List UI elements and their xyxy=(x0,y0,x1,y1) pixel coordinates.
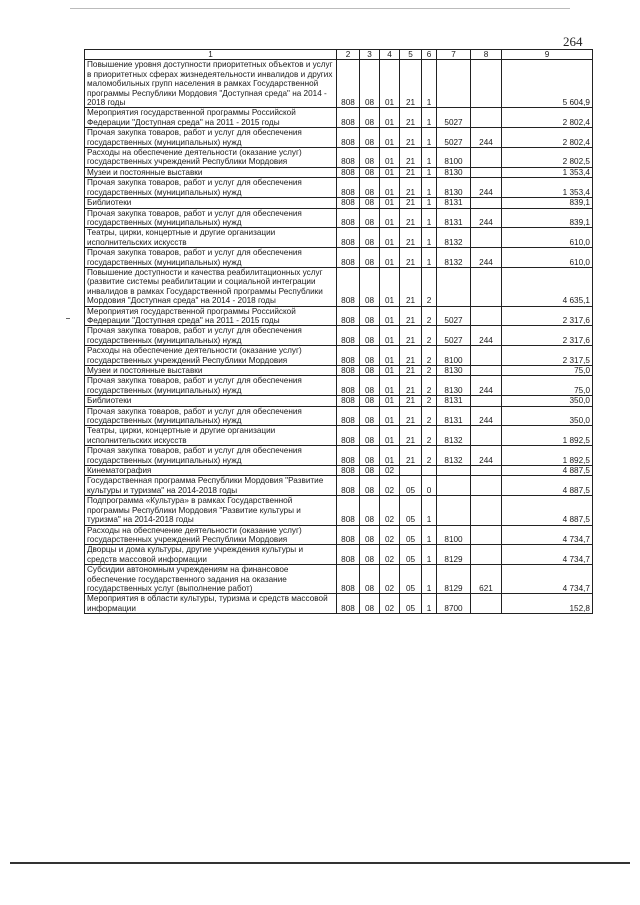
cell-program: 21 xyxy=(400,267,422,306)
table-row xyxy=(85,228,593,248)
table-body xyxy=(85,60,593,614)
cell-target-item xyxy=(437,60,471,108)
cell-name: Расходы на обеспечение деятельности (оказание услуг) государственных учреждений Республики Мордовия xyxy=(85,346,337,366)
cell-program: 21 xyxy=(400,366,422,376)
cell-section: 08 xyxy=(360,267,380,306)
cell-expense-type: 244 xyxy=(471,406,502,426)
cell-ministry-code: 808 xyxy=(337,60,360,108)
cell-amount: 2 802,5 xyxy=(502,148,593,168)
cell-amount: 839,1 xyxy=(502,198,593,208)
cell-section: 08 xyxy=(360,198,380,208)
cell-target-item xyxy=(437,476,471,496)
cell-amount: 2 317,5 xyxy=(502,346,593,366)
cell-subprogram: 1 xyxy=(422,525,437,545)
cell-subsection: 01 xyxy=(380,108,400,128)
cell-expense-type xyxy=(471,466,502,476)
cell-subsection: 01 xyxy=(380,228,400,248)
cell-subprogram: 1 xyxy=(422,108,437,128)
cell-amount: 4 635,1 xyxy=(502,267,593,306)
cell-name: Расходы на обеспечение деятельности (оказание услуг) государственных учреждений Республики Мордовия xyxy=(85,148,337,168)
table-row xyxy=(85,476,593,496)
cell-section: 08 xyxy=(360,208,380,228)
cell-target-item: 8100 xyxy=(437,346,471,366)
cell-amount: 4 734,7 xyxy=(502,545,593,565)
cell-name: Прочая закупка товаров, работ и услуг для обеспечения государственных (муниципальных) нужд xyxy=(85,128,337,148)
cell-amount: 152,8 xyxy=(502,594,593,614)
cell-program: 05 xyxy=(400,525,422,545)
cell-amount: 350,0 xyxy=(502,406,593,426)
cell-section: 08 xyxy=(360,167,380,177)
cell-section: 08 xyxy=(360,426,380,446)
cell-ministry-code: 808 xyxy=(337,446,360,466)
cell-subprogram: 2 xyxy=(422,326,437,346)
table-row xyxy=(85,148,593,168)
cell-expense-type xyxy=(471,148,502,168)
cell-subprogram: 1 xyxy=(422,178,437,198)
cell-name: Мероприятия государственной программы Российской Федерации "Доступная среда" на 2011 - 2015 годы xyxy=(85,306,337,326)
cell-subprogram: 2 xyxy=(422,426,437,446)
cell-program: 21 xyxy=(400,167,422,177)
cell-subsection: 01 xyxy=(380,128,400,148)
cell-target-item: 8132 xyxy=(437,228,471,248)
cell-expense-type xyxy=(471,108,502,128)
cell-program: 05 xyxy=(400,476,422,496)
table-row xyxy=(85,406,593,426)
cell-subprogram: 0 xyxy=(422,476,437,496)
cell-ministry-code: 808 xyxy=(337,208,360,228)
cell-subsection: 01 xyxy=(380,426,400,446)
cell-ministry-code: 808 xyxy=(337,496,360,525)
cell-expense-type xyxy=(471,366,502,376)
cell-subsection: 01 xyxy=(380,248,400,268)
cell-section: 08 xyxy=(360,366,380,376)
cell-section: 08 xyxy=(360,396,380,406)
cell-ministry-code: 808 xyxy=(337,525,360,545)
cell-expense-type: 244 xyxy=(471,208,502,228)
cell-section: 08 xyxy=(360,496,380,525)
cell-target-item: 8100 xyxy=(437,525,471,545)
cell-amount: 4 887,5 xyxy=(502,466,593,476)
column-header: 9 xyxy=(502,50,593,60)
cell-ministry-code: 808 xyxy=(337,228,360,248)
cell-amount: 4 887,5 xyxy=(502,476,593,496)
cell-expense-type xyxy=(471,228,502,248)
cell-name: Прочая закупка товаров, работ и услуг для обеспечения государственных (муниципальных) нужд xyxy=(85,406,337,426)
cell-expense-type xyxy=(471,545,502,565)
column-header: 8 xyxy=(471,50,502,60)
cell-target-item: 8100 xyxy=(437,148,471,168)
cell-amount: 75,0 xyxy=(502,376,593,396)
cell-amount: 1 353,4 xyxy=(502,167,593,177)
cell-amount: 4 734,7 xyxy=(502,525,593,545)
cell-program: 21 xyxy=(400,306,422,326)
cell-ministry-code: 808 xyxy=(337,167,360,177)
cell-target-item xyxy=(437,466,471,476)
cell-section: 08 xyxy=(360,346,380,366)
cell-subsection: 02 xyxy=(380,466,400,476)
cell-program: 21 xyxy=(400,108,422,128)
cell-name: Библиотеки xyxy=(85,198,337,208)
cell-expense-type xyxy=(471,476,502,496)
cell-subsection: 01 xyxy=(380,178,400,198)
cell-subsection: 01 xyxy=(380,446,400,466)
cell-section: 08 xyxy=(360,594,380,614)
table-row xyxy=(85,306,593,326)
cell-expense-type xyxy=(471,346,502,366)
cell-ministry-code: 808 xyxy=(337,178,360,198)
cell-section: 08 xyxy=(360,376,380,396)
cell-program: 21 xyxy=(400,406,422,426)
cell-subprogram: 2 xyxy=(422,376,437,396)
cell-expense-type xyxy=(471,525,502,545)
cell-ministry-code: 808 xyxy=(337,466,360,476)
cell-expense-type: 244 xyxy=(471,446,502,466)
cell-subprogram: 1 xyxy=(422,594,437,614)
cell-section: 08 xyxy=(360,148,380,168)
cell-name: Театры, цирки, концертные и другие организации исполнительских искусств xyxy=(85,426,337,446)
cell-ministry-code: 808 xyxy=(337,198,360,208)
page-number: 264 xyxy=(563,34,583,49)
cell-target-item: 8130 xyxy=(437,376,471,396)
cell-target-item: 8131 xyxy=(437,198,471,208)
cell-expense-type xyxy=(471,60,502,108)
cell-subprogram: 2 xyxy=(422,446,437,466)
column-header: 5 xyxy=(400,50,422,60)
cell-ministry-code: 808 xyxy=(337,396,360,406)
table-header-row xyxy=(85,50,593,60)
cell-name: Театры, цирки, концертные и другие организации исполнительских искусств xyxy=(85,228,337,248)
cell-subsection: 01 xyxy=(380,366,400,376)
cell-ministry-code: 808 xyxy=(337,476,360,496)
cell-program: 21 xyxy=(400,208,422,228)
cell-subprogram: 1 xyxy=(422,545,437,565)
cell-ministry-code: 808 xyxy=(337,326,360,346)
cell-target-item: 8132 xyxy=(437,426,471,446)
cell-subsection: 02 xyxy=(380,476,400,496)
cell-subsection: 01 xyxy=(380,406,400,426)
cell-subsection: 01 xyxy=(380,167,400,177)
cell-target-item: 5027 xyxy=(437,306,471,326)
cell-section: 08 xyxy=(360,248,380,268)
cell-subsection: 01 xyxy=(380,306,400,326)
cell-section: 08 xyxy=(360,306,380,326)
table-row xyxy=(85,108,593,128)
cell-ministry-code: 808 xyxy=(337,366,360,376)
cell-amount: 1 892,5 xyxy=(502,446,593,466)
table-row xyxy=(85,496,593,525)
cell-amount: 4 887,5 xyxy=(502,496,593,525)
cell-amount: 839,1 xyxy=(502,208,593,228)
cell-program: 21 xyxy=(400,346,422,366)
cell-section: 08 xyxy=(360,60,380,108)
cell-expense-type xyxy=(471,167,502,177)
cell-target-item: 8129 xyxy=(437,545,471,565)
cell-section: 08 xyxy=(360,406,380,426)
cell-subsection: 02 xyxy=(380,496,400,525)
cell-section: 08 xyxy=(360,128,380,148)
cell-subprogram: 2 xyxy=(422,406,437,426)
column-header: 4 xyxy=(380,50,400,60)
cell-name: Подпрограмма «Культура» в рамках Государственной программы Республики Мордовия "Развитие культуры и туризма" на 2014-2018 годы xyxy=(85,496,337,525)
cell-name: Субсидии автономным учреждениям на финансовое обеспечение государственного задания на оказание государственных услуг (выполнение работ) xyxy=(85,565,337,594)
cell-subsection: 01 xyxy=(380,396,400,406)
table-row xyxy=(85,466,593,476)
cell-amount: 5 604,9 xyxy=(502,60,593,108)
cell-expense-type xyxy=(471,594,502,614)
table-row xyxy=(85,426,593,446)
cell-name: Прочая закупка товаров, работ и услуг для обеспечения государственных (муниципальных) нужд xyxy=(85,248,337,268)
table-row xyxy=(85,128,593,148)
cell-target-item: 5027 xyxy=(437,326,471,346)
cell-amount: 75,0 xyxy=(502,366,593,376)
cell-expense-type xyxy=(471,198,502,208)
cell-amount: 2 802,4 xyxy=(502,128,593,148)
cell-name: Библиотеки xyxy=(85,396,337,406)
cell-program: 21 xyxy=(400,198,422,208)
cell-target-item xyxy=(437,267,471,306)
cell-subprogram: 1 xyxy=(422,198,437,208)
cell-ministry-code: 808 xyxy=(337,306,360,326)
cell-name: Мероприятия государственной программы Российской Федерации "Доступная среда" на 2011 - 2015 годы xyxy=(85,108,337,128)
cell-ministry-code: 808 xyxy=(337,376,360,396)
cell-program: 21 xyxy=(400,60,422,108)
table-row xyxy=(85,198,593,208)
cell-program: 05 xyxy=(400,594,422,614)
table-row xyxy=(85,545,593,565)
cell-ministry-code: 808 xyxy=(337,148,360,168)
cell-program: 21 xyxy=(400,178,422,198)
cell-expense-type xyxy=(471,396,502,406)
cell-subsection: 01 xyxy=(380,346,400,366)
cell-expense-type: 621 xyxy=(471,565,502,594)
cell-expense-type xyxy=(471,426,502,446)
cell-amount: 610,0 xyxy=(502,248,593,268)
cell-name: Музеи и постоянные выставки xyxy=(85,167,337,177)
cell-section: 08 xyxy=(360,565,380,594)
cell-amount: 350,0 xyxy=(502,396,593,406)
cell-program: 21 xyxy=(400,396,422,406)
cell-ministry-code: 808 xyxy=(337,267,360,306)
cell-subsection: 01 xyxy=(380,198,400,208)
column-header: 1 xyxy=(85,50,337,60)
cell-amount: 610,0 xyxy=(502,228,593,248)
table-row xyxy=(85,248,593,268)
cell-name: Повышение уровня доступности приоритетных объектов и услуг в приоритетных сферах жизнедеятельности инвалидов и других маломобильных групп населения в рамках Государственной программы Республики Мордовия "Доступная среда" на 2014 - 2018 годы xyxy=(85,60,337,108)
cell-target-item: 8132 xyxy=(437,248,471,268)
cell-target-item: 8129 xyxy=(437,565,471,594)
cell-subprogram: 1 xyxy=(422,228,437,248)
cell-ministry-code: 808 xyxy=(337,594,360,614)
column-header: 6 xyxy=(422,50,437,60)
table-row xyxy=(85,446,593,466)
margin-mark xyxy=(66,318,70,319)
cell-expense-type: 244 xyxy=(471,128,502,148)
cell-program: 21 xyxy=(400,326,422,346)
cell-subprogram: 1 xyxy=(422,248,437,268)
cell-target-item: 8131 xyxy=(437,208,471,228)
cell-subprogram xyxy=(422,466,437,476)
cell-name: Повышение доступности и качества реабилитационных услуг (развитие системы реабилитации и социальной интеграции инвалидов в рамках Государственной программы Республики Мордовия "Доступная среда" на 2014 - 2018 годы xyxy=(85,267,337,306)
cell-ministry-code: 808 xyxy=(337,406,360,426)
cell-subsection: 02 xyxy=(380,565,400,594)
cell-section: 08 xyxy=(360,525,380,545)
cell-name: Прочая закупка товаров, работ и услуг для обеспечения государственных (муниципальных) нужд xyxy=(85,446,337,466)
cell-target-item: 8131 xyxy=(437,406,471,426)
table-row xyxy=(85,267,593,306)
cell-expense-type xyxy=(471,267,502,306)
cell-subsection: 02 xyxy=(380,594,400,614)
cell-program: 21 xyxy=(400,376,422,396)
cell-program: 21 xyxy=(400,248,422,268)
cell-name: Прочая закупка товаров, работ и услуг для обеспечения государственных (муниципальных) нужд xyxy=(85,178,337,198)
table-row xyxy=(85,565,593,594)
cell-subprogram: 2 xyxy=(422,346,437,366)
cell-program: 21 xyxy=(400,128,422,148)
cell-program xyxy=(400,466,422,476)
table-row xyxy=(85,396,593,406)
cell-ministry-code: 808 xyxy=(337,545,360,565)
cell-expense-type: 244 xyxy=(471,376,502,396)
column-header: 3 xyxy=(360,50,380,60)
table-row xyxy=(85,326,593,346)
cell-amount: 2 317,6 xyxy=(502,306,593,326)
cell-section: 08 xyxy=(360,228,380,248)
table-row xyxy=(85,178,593,198)
cell-program: 21 xyxy=(400,446,422,466)
cell-subsection: 01 xyxy=(380,267,400,306)
column-header: 2 xyxy=(337,50,360,60)
cell-section: 08 xyxy=(360,326,380,346)
cell-section: 08 xyxy=(360,466,380,476)
cell-amount: 2 317,6 xyxy=(502,326,593,346)
table-row xyxy=(85,60,593,108)
cell-name: Музеи и постоянные выставки xyxy=(85,366,337,376)
cell-subsection: 01 xyxy=(380,60,400,108)
cell-name: Кинематография xyxy=(85,466,337,476)
cell-subprogram: 1 xyxy=(422,496,437,525)
cell-amount: 1 892,5 xyxy=(502,426,593,446)
scan-top-edge xyxy=(70,8,570,9)
cell-target-item: 8130 xyxy=(437,167,471,177)
cell-ministry-code: 808 xyxy=(337,108,360,128)
table-row xyxy=(85,366,593,376)
cell-section: 08 xyxy=(360,446,380,466)
cell-subprogram: 2 xyxy=(422,366,437,376)
cell-expense-type xyxy=(471,496,502,525)
cell-program: 05 xyxy=(400,565,422,594)
cell-target-item: 8130 xyxy=(437,178,471,198)
cell-expense-type xyxy=(471,306,502,326)
cell-name: Прочая закупка товаров, работ и услуг для обеспечения государственных (муниципальных) нужд xyxy=(85,376,337,396)
cell-section: 08 xyxy=(360,178,380,198)
cell-expense-type: 244 xyxy=(471,178,502,198)
cell-subprogram: 2 xyxy=(422,306,437,326)
cell-subprogram: 2 xyxy=(422,396,437,406)
cell-program: 21 xyxy=(400,228,422,248)
cell-subsection: 01 xyxy=(380,208,400,228)
cell-subprogram: 2 xyxy=(422,267,437,306)
cell-expense-type: 244 xyxy=(471,248,502,268)
cell-section: 08 xyxy=(360,108,380,128)
cell-expense-type: 244 xyxy=(471,326,502,346)
cell-section: 08 xyxy=(360,545,380,565)
cell-program: 21 xyxy=(400,148,422,168)
cell-ministry-code: 808 xyxy=(337,128,360,148)
cell-subprogram: 1 xyxy=(422,60,437,108)
table-row xyxy=(85,525,593,545)
cell-ministry-code: 808 xyxy=(337,565,360,594)
scan-bottom-edge xyxy=(10,862,630,864)
table-row xyxy=(85,346,593,366)
cell-amount: 2 802,4 xyxy=(502,108,593,128)
cell-target-item: 8131 xyxy=(437,396,471,406)
cell-target-item xyxy=(437,496,471,525)
cell-amount: 4 734,7 xyxy=(502,565,593,594)
cell-target-item: 8132 xyxy=(437,446,471,466)
table-row xyxy=(85,167,593,177)
cell-section: 08 xyxy=(360,476,380,496)
cell-name: Расходы на обеспечение деятельности (оказание услуг) государственных учреждений Республики Мордовия xyxy=(85,525,337,545)
table-row xyxy=(85,376,593,396)
cell-program: 05 xyxy=(400,496,422,525)
cell-subsection: 01 xyxy=(380,148,400,168)
cell-amount: 1 353,4 xyxy=(502,178,593,198)
cell-ministry-code: 808 xyxy=(337,346,360,366)
cell-subsection: 02 xyxy=(380,525,400,545)
cell-subsection: 02 xyxy=(380,545,400,565)
cell-program: 05 xyxy=(400,545,422,565)
cell-subsection: 01 xyxy=(380,376,400,396)
cell-name: Государственная программа Республики Мордовия "Развитие культуры и туризма" на 2014-2018 годы xyxy=(85,476,337,496)
cell-target-item: 8130 xyxy=(437,366,471,376)
cell-subprogram: 1 xyxy=(422,148,437,168)
cell-name: Прочая закупка товаров, работ и услуг для обеспечения государственных (муниципальных) нужд xyxy=(85,208,337,228)
cell-target-item: 8700 xyxy=(437,594,471,614)
table-row xyxy=(85,208,593,228)
cell-target-item: 5027 xyxy=(437,128,471,148)
cell-program: 21 xyxy=(400,426,422,446)
budget-table xyxy=(84,49,593,614)
cell-subprogram: 1 xyxy=(422,208,437,228)
cell-subsection: 01 xyxy=(380,326,400,346)
cell-ministry-code: 808 xyxy=(337,248,360,268)
cell-ministry-code: 808 xyxy=(337,426,360,446)
cell-name: Дворцы и дома культуры, другие учреждения культуры и средств массовой информации xyxy=(85,545,337,565)
cell-name: Прочая закупка товаров, работ и услуг для обеспечения государственных (муниципальных) нужд xyxy=(85,326,337,346)
cell-target-item: 5027 xyxy=(437,108,471,128)
table-row xyxy=(85,594,593,614)
cell-name: Мероприятия в области культуры, туризма и средств массовой информации xyxy=(85,594,337,614)
cell-subprogram: 1 xyxy=(422,167,437,177)
cell-subprogram: 1 xyxy=(422,565,437,594)
column-header: 7 xyxy=(437,50,471,60)
cell-subprogram: 1 xyxy=(422,128,437,148)
